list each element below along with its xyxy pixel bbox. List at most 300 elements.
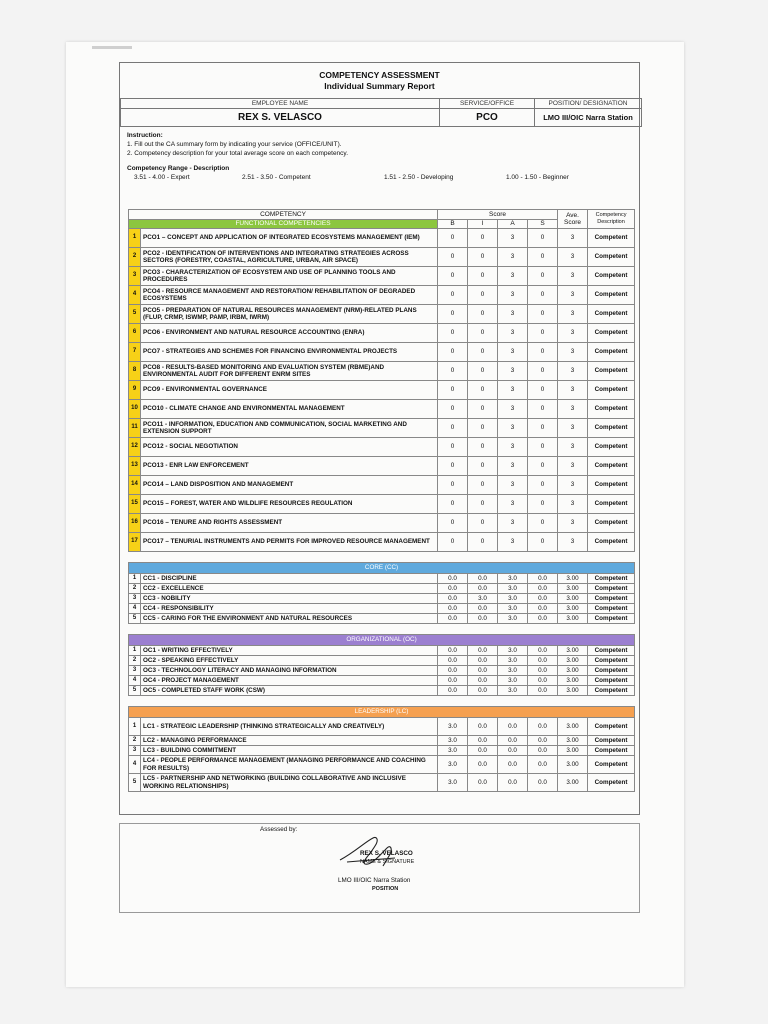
score-a: 3.0 xyxy=(498,594,528,604)
score-b: 0.0 xyxy=(438,656,468,666)
score-b: 0.0 xyxy=(438,676,468,686)
competency-description: Competent xyxy=(588,495,635,514)
score-col-i: I xyxy=(468,219,498,229)
table-row xyxy=(129,267,635,286)
score-ave: 3.00 xyxy=(558,756,588,774)
report-title: COMPETENCY ASSESSMENT Individual Summary Report xyxy=(120,70,639,92)
competency-description: Competent xyxy=(588,614,635,624)
row-number: 3 xyxy=(129,594,141,604)
score-ave: 3 xyxy=(558,229,588,248)
score-a: 3 xyxy=(498,248,528,267)
score-b: 0 xyxy=(438,286,468,305)
instruction-heading: Instruction: xyxy=(127,132,163,139)
table-row xyxy=(129,746,635,756)
score-i: 0.0 xyxy=(468,774,498,792)
row-number: 8 xyxy=(129,362,141,381)
competency-description: Competent xyxy=(588,584,635,594)
table-row xyxy=(129,286,635,305)
table-row xyxy=(129,438,635,457)
competency-description: Competent xyxy=(588,774,635,792)
score-i: 0.0 xyxy=(468,686,498,696)
competency-description: Competent xyxy=(588,756,635,774)
competency-name: OC5 - COMPLETED STAFF WORK (CSW) xyxy=(141,686,438,696)
table-row xyxy=(129,400,635,419)
report-subtitle: Individual Summary Report xyxy=(324,81,435,91)
leadership-section-header-row xyxy=(129,707,635,718)
score-ave: 3 xyxy=(558,286,588,305)
score-s: 0 xyxy=(528,343,558,362)
competency-name: OC2 - SPEAKING EFFECTIVELY xyxy=(141,656,438,666)
position-value: LMO III/OIC Narra Station xyxy=(535,109,642,127)
competency-name: LC3 - BUILDING COMMITMENT xyxy=(141,746,438,756)
competency-description: Competent xyxy=(588,248,635,267)
score-i: 0 xyxy=(468,286,498,305)
row-number: 14 xyxy=(129,476,141,495)
row-number: 3 xyxy=(129,746,141,756)
competency-name: PCO8 - RESULTS-BASED MONITORING AND EVALUATION SYSTEM (RBME)AND ENVIRONMENTAL AUDIT FOR DIFFERENT ENRM SITES xyxy=(141,362,438,381)
score-i: 0.0 xyxy=(468,746,498,756)
score-ave: 3 xyxy=(558,514,588,533)
core-section-header-row xyxy=(129,563,635,574)
competency-name: OC1 - WRITING EFFECTIVELY xyxy=(141,646,438,656)
score-ave: 3.00 xyxy=(558,676,588,686)
table-row xyxy=(129,343,635,362)
competency-description: Competent xyxy=(588,457,635,476)
competency-description: Competent xyxy=(588,594,635,604)
score-ave: 3 xyxy=(558,324,588,343)
row-number: 5 xyxy=(129,614,141,624)
name-caption: NAME & SIGNATURE xyxy=(360,859,415,865)
score-a: 3.0 xyxy=(498,676,528,686)
competency-name: PCO6 - ENVIRONMENT AND NATURAL RESOURCE ACCOUNTING (ENRA) xyxy=(141,324,438,343)
score-b: 0 xyxy=(438,533,468,552)
score-i: 0 xyxy=(468,229,498,248)
score-i: 3.0 xyxy=(468,594,498,604)
table-row xyxy=(129,736,635,746)
spacer-cell xyxy=(129,696,635,707)
score-s: 0.0 xyxy=(528,614,558,624)
score-ave: 3.00 xyxy=(558,604,588,614)
competency-description: Competent xyxy=(588,514,635,533)
row-number: 5 xyxy=(129,686,141,696)
competency-name: CC3 - NOBILITY xyxy=(141,594,438,604)
signature-block xyxy=(119,823,640,913)
competency-name: PCO10 - CLIMATE CHANGE AND ENVIRONMENTAL MANAGEMENT xyxy=(141,400,438,419)
score-i: 0.0 xyxy=(468,736,498,746)
score-s: 0 xyxy=(528,438,558,457)
row-number: 5 xyxy=(129,305,141,324)
competency-description: Competent xyxy=(588,476,635,495)
score-a: 3.0 xyxy=(498,584,528,594)
score-a: 3.0 xyxy=(498,574,528,584)
row-number: 6 xyxy=(129,324,141,343)
employee-name-label: EMPLOYEE NAME xyxy=(121,99,440,109)
score-ave: 3.00 xyxy=(558,574,588,584)
table-row xyxy=(129,656,635,666)
row-number: 15 xyxy=(129,495,141,514)
competency-description: Competent xyxy=(588,400,635,419)
competency-name: PCO12 - SOCIAL NEGOTIATION xyxy=(141,438,438,457)
score-b: 0 xyxy=(438,438,468,457)
score-s: 0 xyxy=(528,419,558,438)
competency-name: LC4 - PEOPLE PERFORMANCE MANAGEMENT (MANAGING PERFORMANCE AND COACHING FOR RESULTS) xyxy=(141,756,438,774)
score-i: 0 xyxy=(468,248,498,267)
score-a: 0.0 xyxy=(498,756,528,774)
score-s: 0 xyxy=(528,362,558,381)
score-b: 0 xyxy=(438,400,468,419)
score-s: 0 xyxy=(528,286,558,305)
competency-name: PCO2 - IDENTIFICATION OF INTERVENTIONS AND INTEGRATING STRATEGIES ACROSS SECTORS (FORESTRY, COASTAL, AGRICULTURE, URBAN, AIR SPACE) xyxy=(141,248,438,267)
competency-table xyxy=(128,209,635,792)
table-row xyxy=(129,614,635,624)
row-number: 12 xyxy=(129,438,141,457)
score-a: 3 xyxy=(498,514,528,533)
competency-description: Competent xyxy=(588,686,635,696)
row-number: 3 xyxy=(129,666,141,676)
score-i: 0 xyxy=(468,438,498,457)
score-i: 0.0 xyxy=(468,646,498,656)
score-i: 0.0 xyxy=(468,756,498,774)
score-b: 0.0 xyxy=(438,594,468,604)
table-row xyxy=(129,495,635,514)
row-number: 11 xyxy=(129,419,141,438)
competency-description: Competent xyxy=(588,229,635,248)
score-ave: 3.00 xyxy=(558,594,588,604)
score-i: 0 xyxy=(468,457,498,476)
score-a: 3.0 xyxy=(498,646,528,656)
competency-description: Competent xyxy=(588,362,635,381)
organizational-section-header: ORGANIZATIONAL (OC) xyxy=(129,635,635,646)
competency-name: PCO14 – LAND DISPOSITION AND MANAGEMENT xyxy=(141,476,438,495)
competency-name: PCO4 - RESOURCE MANAGEMENT AND RESTORATION/ REHABILITATION OF DEGRADED ECOSYSTEMS xyxy=(141,286,438,305)
position-caption: POSITION xyxy=(372,886,399,892)
score-ave: 3.00 xyxy=(558,666,588,676)
score-i: 0 xyxy=(468,381,498,400)
score-ave: 3 xyxy=(558,400,588,419)
score-b: 3.0 xyxy=(438,736,468,746)
score-s: 0 xyxy=(528,248,558,267)
score-s: 0 xyxy=(528,229,558,248)
score-ave: 3.00 xyxy=(558,736,588,746)
score-a: 3.0 xyxy=(498,614,528,624)
score-s: 0.0 xyxy=(528,718,558,736)
score-s: 0 xyxy=(528,267,558,286)
competency-description: Competent xyxy=(588,656,635,666)
table-row xyxy=(129,381,635,400)
table-row xyxy=(129,756,635,774)
score-s: 0.0 xyxy=(528,646,558,656)
ave-score-header: Ave. Score xyxy=(558,210,588,229)
score-s: 0 xyxy=(528,476,558,495)
score-a: 3 xyxy=(498,419,528,438)
score-b: 0.0 xyxy=(438,574,468,584)
competency-description: Competent xyxy=(588,381,635,400)
table-row xyxy=(129,514,635,533)
table-row xyxy=(129,646,635,656)
score-i: 0.0 xyxy=(468,604,498,614)
score-a: 3.0 xyxy=(498,604,528,614)
score-b: 0 xyxy=(438,267,468,286)
table-row xyxy=(129,476,635,495)
table-header-row xyxy=(129,210,635,220)
score-a: 3 xyxy=(498,286,528,305)
row-number: 13 xyxy=(129,457,141,476)
row-number: 9 xyxy=(129,381,141,400)
competency-description: Competent xyxy=(588,574,635,584)
competency-description: Competent xyxy=(588,343,635,362)
score-s: 0.0 xyxy=(528,574,558,584)
score-a: 3 xyxy=(498,495,528,514)
competency-description: Competent xyxy=(588,305,635,324)
range-beginner: 1.00 - 1.50 - Beginner xyxy=(506,174,569,181)
table-row xyxy=(129,574,635,584)
score-b: 3.0 xyxy=(438,746,468,756)
score-i: 0.0 xyxy=(468,666,498,676)
section-spacer xyxy=(129,624,635,635)
range-developing: 1.51 - 2.50 - Developing xyxy=(384,174,454,181)
row-number: 2 xyxy=(129,584,141,594)
score-b: 0 xyxy=(438,343,468,362)
score-b: 0 xyxy=(438,362,468,381)
competency-description: Competent xyxy=(588,718,635,736)
score-i: 0 xyxy=(468,343,498,362)
assessed-by-label: Assessed by: xyxy=(260,826,298,833)
score-i: 0 xyxy=(468,514,498,533)
table-row xyxy=(129,362,635,381)
competency-name: PCO9 - ENVIRONMENTAL GOVERNANCE xyxy=(141,381,438,400)
score-i: 0.0 xyxy=(468,718,498,736)
score-a: 3.0 xyxy=(498,666,528,676)
score-s: 0.0 xyxy=(528,774,558,792)
row-number: 17 xyxy=(129,533,141,552)
score-b: 3.0 xyxy=(438,756,468,774)
score-header: Score xyxy=(438,210,558,220)
score-i: 0.0 xyxy=(468,676,498,686)
score-i: 0.0 xyxy=(468,574,498,584)
score-s: 0.0 xyxy=(528,594,558,604)
competency-header: COMPETENCY xyxy=(129,210,438,220)
score-b: 0.0 xyxy=(438,666,468,676)
score-a: 3.0 xyxy=(498,686,528,696)
score-ave: 3 xyxy=(558,343,588,362)
table-row xyxy=(129,324,635,343)
table-row xyxy=(129,248,635,267)
position-label: POSITION/ DESIGNATION xyxy=(535,99,642,109)
instructions-block xyxy=(120,127,639,173)
score-a: 3 xyxy=(498,267,528,286)
row-number: 1 xyxy=(129,574,141,584)
score-ave: 3.00 xyxy=(558,614,588,624)
score-i: 0 xyxy=(468,476,498,495)
score-s: 0.0 xyxy=(528,746,558,756)
score-a: 3 xyxy=(498,229,528,248)
employee-name-value: REX S. VELASCO xyxy=(121,109,440,127)
row-number: 2 xyxy=(129,248,141,267)
table-row xyxy=(129,666,635,676)
row-number: 3 xyxy=(129,267,141,286)
row-number: 7 xyxy=(129,343,141,362)
score-s: 0.0 xyxy=(528,736,558,746)
score-ave: 3 xyxy=(558,381,588,400)
score-s: 0 xyxy=(528,400,558,419)
score-ave: 3 xyxy=(558,476,588,495)
score-i: 0.0 xyxy=(468,656,498,666)
competency-name: PCO16 – TENURE AND RIGHTS ASSESSMENT xyxy=(141,514,438,533)
score-s: 0 xyxy=(528,457,558,476)
row-number: 2 xyxy=(129,656,141,666)
spacer-cell xyxy=(129,624,635,635)
score-ave: 3.00 xyxy=(558,646,588,656)
competency-description: Competent xyxy=(588,746,635,756)
organizational-section-header-row xyxy=(129,635,635,646)
score-ave: 3.00 xyxy=(558,718,588,736)
score-ave: 3 xyxy=(558,438,588,457)
score-a: 3 xyxy=(498,457,528,476)
competency-name: PCO7 - STRATEGIES AND SCHEMES FOR FINANCING ENVIRONMENTAL PROJECTS xyxy=(141,343,438,362)
section-spacer xyxy=(129,696,635,707)
competency-name: PCO13 - ENR LAW ENFORCEMENT xyxy=(141,457,438,476)
score-ave: 3.00 xyxy=(558,746,588,756)
competency-description: Competent xyxy=(588,736,635,746)
score-b: 0 xyxy=(438,514,468,533)
score-s: 0 xyxy=(528,533,558,552)
competency-description: Competent xyxy=(588,533,635,552)
signatory-name: REX S. VELASCO xyxy=(360,850,413,857)
score-b: 0.0 xyxy=(438,604,468,614)
table-row xyxy=(129,229,635,248)
service-label: SERVICE/OFFICE xyxy=(440,99,535,109)
competency-name: OC4 - PROJECT MANAGEMENT xyxy=(141,676,438,686)
competency-description: Competent xyxy=(588,324,635,343)
signatory-position: LMO III/OIC Narra Station xyxy=(338,877,411,884)
score-s: 0.0 xyxy=(528,686,558,696)
range-competent: 2.51 - 3.50 - Competent xyxy=(242,174,311,181)
score-b: 0 xyxy=(438,324,468,343)
competency-description: Competent xyxy=(588,666,635,676)
competency-ranges xyxy=(120,174,639,181)
score-ave: 3.00 xyxy=(558,686,588,696)
table-row xyxy=(129,419,635,438)
row-number: 4 xyxy=(129,286,141,305)
table-row xyxy=(129,594,635,604)
score-b: 0 xyxy=(438,476,468,495)
competency-name: PCO1 – CONCEPT AND APPLICATION OF INTEGRATED ECOSYSTEMS MANAGEMENT (IEM) xyxy=(141,229,438,248)
score-i: 0.0 xyxy=(468,584,498,594)
row-number: 4 xyxy=(129,604,141,614)
score-ave: 3.00 xyxy=(558,774,588,792)
score-ave: 3 xyxy=(558,267,588,286)
score-s: 0.0 xyxy=(528,756,558,774)
description-header: Competency Description xyxy=(588,210,635,229)
row-number: 16 xyxy=(129,514,141,533)
competency-name: PCO3 - CHARACTERIZATION OF ECOSYSTEM AND USE OF PLANNING TOOLS AND PROCEDURES xyxy=(141,267,438,286)
score-b: 0 xyxy=(438,419,468,438)
score-i: 0 xyxy=(468,324,498,343)
score-a: 3 xyxy=(498,400,528,419)
row-number: 4 xyxy=(129,676,141,686)
score-s: 0 xyxy=(528,514,558,533)
score-ave: 3 xyxy=(558,457,588,476)
competency-name: PCO5 - PREPARATION OF NATURAL RESOURCES MANAGEMENT (NRM)-RELATED PLANS (FLUP, CRMP, ISWMP, PAMP, IRBM, IWRM) xyxy=(141,305,438,324)
competency-name: CC2 - EXCELLENCE xyxy=(141,584,438,594)
competency-name: LC2 - MANAGING PERFORMANCE xyxy=(141,736,438,746)
score-s: 0 xyxy=(528,495,558,514)
score-ave: 3.00 xyxy=(558,656,588,666)
score-a: 0.0 xyxy=(498,718,528,736)
row-number: 10 xyxy=(129,400,141,419)
score-i: 0.0 xyxy=(468,614,498,624)
score-b: 0.0 xyxy=(438,686,468,696)
score-b: 0 xyxy=(438,248,468,267)
row-number: 1 xyxy=(129,646,141,656)
score-col-s: S xyxy=(528,219,558,229)
table-row xyxy=(129,718,635,736)
score-a: 3 xyxy=(498,381,528,400)
score-s: 0.0 xyxy=(528,666,558,676)
score-a: 3.0 xyxy=(498,656,528,666)
competency-description: Competent xyxy=(588,267,635,286)
competency-name: LC5 - PARTNERSHIP AND NETWORKING (BUILDING COLLABORATIVE AND INCLUSIVE WORKING RELATIONSHIPS) xyxy=(141,774,438,792)
range-heading: Competency Range - Description xyxy=(127,165,230,172)
score-i: 0 xyxy=(468,495,498,514)
service-value: PCO xyxy=(440,109,535,127)
score-i: 0 xyxy=(468,362,498,381)
score-a: 3 xyxy=(498,533,528,552)
score-i: 0 xyxy=(468,305,498,324)
employee-info-table xyxy=(120,98,642,127)
score-i: 0 xyxy=(468,533,498,552)
score-b: 0 xyxy=(438,457,468,476)
score-b: 0.0 xyxy=(438,646,468,656)
score-a: 3 xyxy=(498,362,528,381)
row-number: 1 xyxy=(129,718,141,736)
score-ave: 3.00 xyxy=(558,584,588,594)
score-ave: 3 xyxy=(558,419,588,438)
score-b: 3.0 xyxy=(438,718,468,736)
table-row xyxy=(129,305,635,324)
score-b: 0 xyxy=(438,495,468,514)
score-s: 0.0 xyxy=(528,584,558,594)
leadership-section-header: LEADERSHIP (LC) xyxy=(129,707,635,718)
paper-scrap-mark xyxy=(92,46,132,49)
table-row xyxy=(129,604,635,614)
score-b: 0 xyxy=(438,229,468,248)
score-ave: 3 xyxy=(558,248,588,267)
table-row xyxy=(129,584,635,594)
score-a: 3 xyxy=(498,438,528,457)
section-spacer xyxy=(129,552,635,563)
competency-name: CC1 - DISCIPLINE xyxy=(141,574,438,584)
competency-description: Competent xyxy=(588,676,635,686)
score-a: 3 xyxy=(498,305,528,324)
competency-description: Competent xyxy=(588,438,635,457)
score-b: 0 xyxy=(438,381,468,400)
score-s: 0.0 xyxy=(528,604,558,614)
score-i: 0 xyxy=(468,400,498,419)
competency-name: LC1 - STRATEGIC LEADERSHIP (THINKING STRATEGICALLY AND CREATIVELY) xyxy=(141,718,438,736)
row-number: 2 xyxy=(129,736,141,746)
score-i: 0 xyxy=(468,419,498,438)
competency-name: OC3 - TECHNOLOGY LITERACY AND MANAGING INFORMATION xyxy=(141,666,438,676)
score-a: 0.0 xyxy=(498,774,528,792)
score-col-b: B xyxy=(438,219,468,229)
score-col-a: A xyxy=(498,219,528,229)
table-row xyxy=(129,676,635,686)
range-expert: 3.51 - 4.00 - Expert xyxy=(134,174,190,181)
score-a: 0.0 xyxy=(498,746,528,756)
row-number: 5 xyxy=(129,774,141,792)
competency-name: CC5 - CARING FOR THE ENVIRONMENT AND NATURAL RESOURCES xyxy=(141,614,438,624)
